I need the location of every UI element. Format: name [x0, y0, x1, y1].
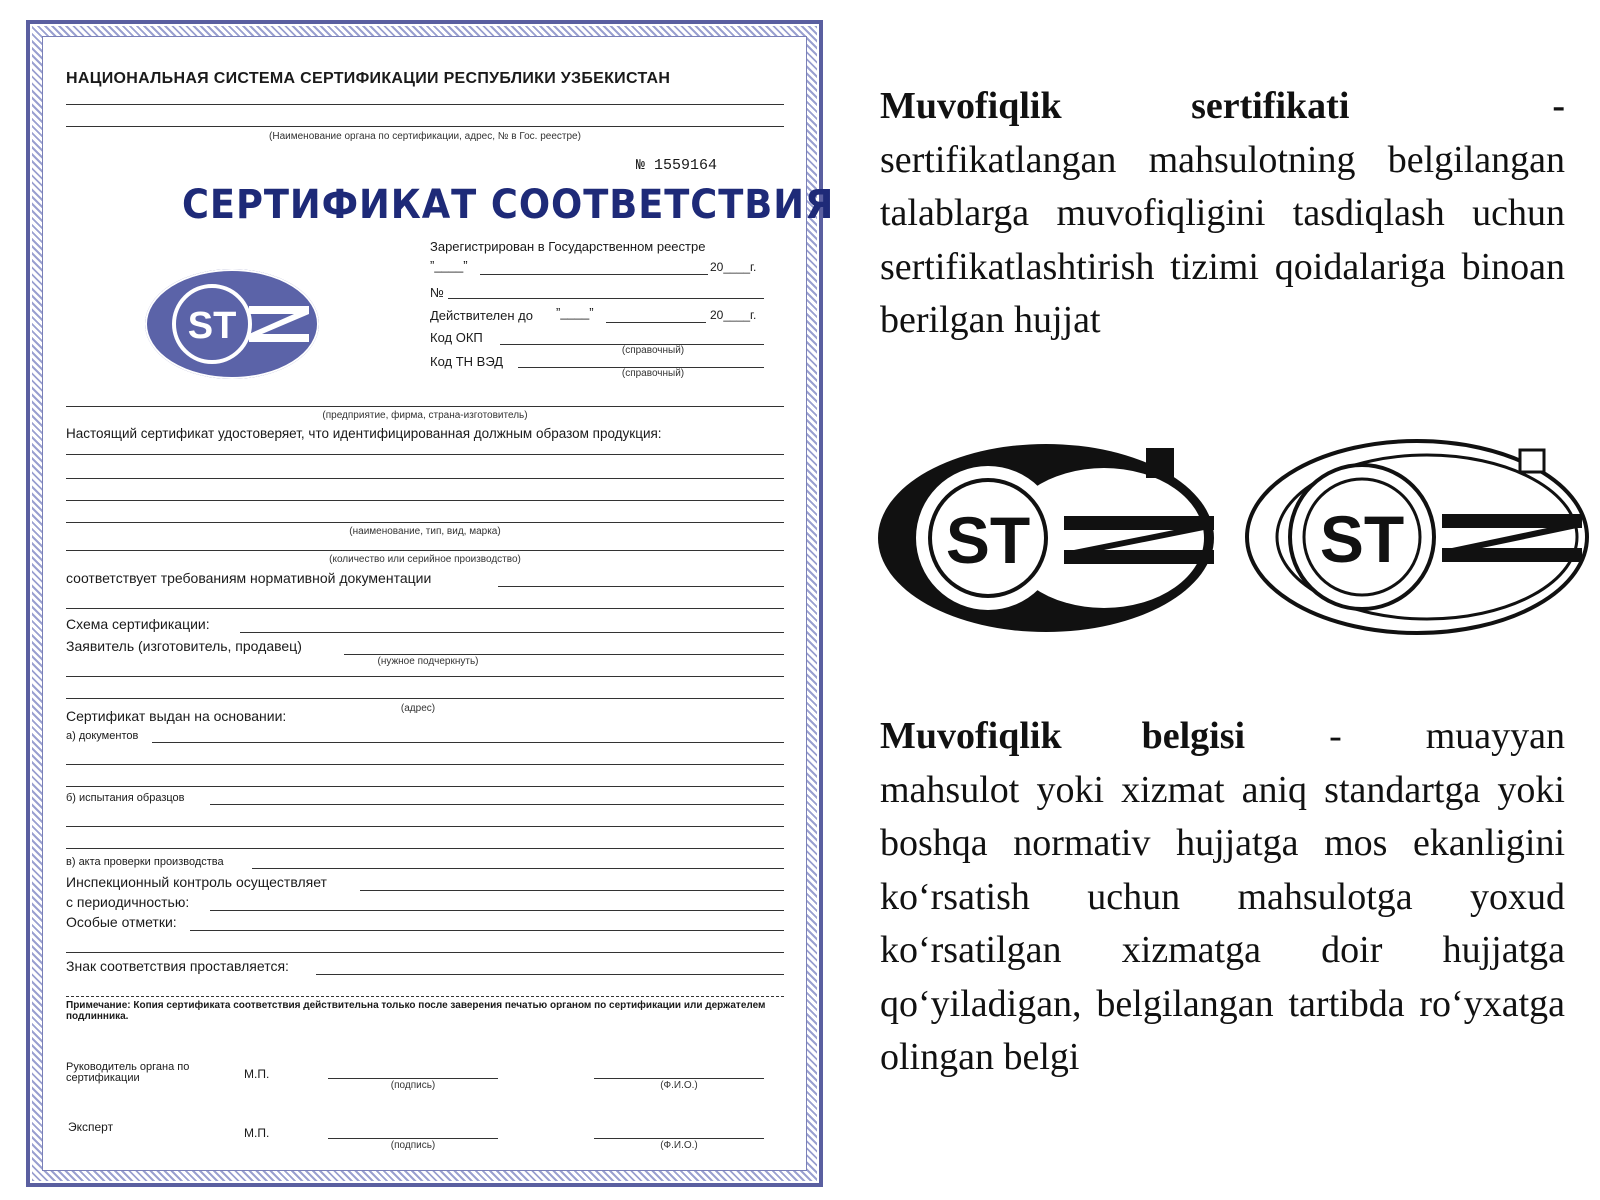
- tnved-code-label: Код ТН ВЭД: [430, 354, 504, 369]
- certificate-number: № 1559164: [636, 157, 718, 174]
- definition-mark-term: Muvofiqlik belgisi: [880, 715, 1246, 757]
- periodicity-label: с периодичностью:: [66, 894, 190, 910]
- certificate-document: [26, 20, 835, 1187]
- definition-mark-text: muayyan mahsulot yoki xizmat aniq standartga yoki boshqa normativ hujjatga mos ekanligini ko‘rsatish uchun mahsulotga yoxud ko‘rsatilgan xizmatga doir hujjatga qo‘yiladigan, belgilangan tartibda ro‘yxatga olingan belgi: [880, 715, 1566, 1078]
- basis-label: Сертификат выдан на основании:: [66, 708, 287, 724]
- org-caption: (Наименование органа по сертификации, адрес, № в Гос. реестре): [269, 131, 581, 142]
- expert-mp-label: М.П.: [244, 1126, 270, 1140]
- definition-certificate-term: Muvofiqlik sertifikati: [880, 85, 1350, 127]
- mark2-text: ST: [1319, 502, 1405, 576]
- certificate-title: СЕРТИФИКАТ СООТВЕТСТВИЯ: [182, 182, 835, 228]
- expert-fio-caption: (Ф.И.О.): [660, 1140, 698, 1151]
- inspection-act-label: в) акта проверки производства: [66, 856, 224, 868]
- head-mp-label: М.П.: [244, 1067, 270, 1081]
- conformity-mark-outline-icon: [1242, 436, 1592, 638]
- tnved-reference-caption: (справочный): [621, 368, 685, 379]
- okp-code-label: Код ОКП: [430, 330, 483, 345]
- valid-date-quote: ”____”: [556, 305, 594, 320]
- special-marks-label: Особые отметки:: [66, 914, 177, 930]
- valid-until-label: Действителен до: [430, 308, 533, 323]
- st-logo-text: ST: [187, 305, 237, 347]
- definition-certificate-term-line: [880, 80, 1565, 134]
- registered-year: 20____г.: [710, 260, 757, 274]
- mark1-text: ST: [945, 503, 1031, 577]
- applicant-label: Заявитель (изготовитель, продавец): [66, 638, 302, 654]
- definition-certificate-text: sertifikatlangan mahsulotning belgilangan talablarga muvofiqligini tasdiqlash uchun sertifikatlashtirish tizimi qoidalariga binoan berilgan hujjat: [880, 138, 1565, 341]
- product-name-caption: (наименование, тип, вид, марка): [349, 526, 501, 537]
- underline-caption: (нужное подчеркнуть): [377, 656, 479, 667]
- head-signature-caption: (подпись): [390, 1080, 436, 1091]
- definition-mark: [880, 710, 1565, 1085]
- head-fio-caption: (Ф.И.О.): [660, 1080, 698, 1091]
- st-logo-icon: [144, 266, 324, 382]
- address-caption: (адрес): [400, 703, 436, 714]
- sample-tests-label: б) испытания образцов: [66, 792, 185, 804]
- conformity-mark-filled-icon: [874, 438, 1219, 638]
- expert-signature-caption: (подпись): [390, 1140, 436, 1151]
- okp-reference-caption: (справочный): [621, 345, 685, 356]
- scheme-label: Схема сертификации:: [66, 616, 210, 632]
- definition-mark-dash: -: [1329, 715, 1342, 757]
- certificate-header: НАЦИОНАЛЬНАЯ СИСТЕМА СЕРТИФИКАЦИИ РЕСПУБЛИКИ УЗБЕКИСТАН: [66, 70, 671, 87]
- conforms-text: соответствует требованиям нормативной документации: [66, 570, 432, 586]
- definition-certificate-dash: -: [1552, 85, 1565, 127]
- manufacturer-caption: (предприятие, фирма, страна-изготовитель): [322, 410, 528, 421]
- registered-label: Зарегистрирован в Государственном реестре: [430, 239, 706, 254]
- registry-no-label: №: [430, 285, 444, 300]
- inspection-control-label: Инспекционный контроль осуществляет: [66, 874, 327, 890]
- conformity-mark-label: Знак соответствия проставляется:: [66, 958, 289, 974]
- definition-certificate: [880, 80, 1565, 348]
- note-text: Копия сертификата соответствия действительна только после заверения печатью органом по сертификации или держателем подлинника.: [66, 1000, 766, 1022]
- valid-year: 20____г.: [710, 308, 757, 322]
- registered-date-quote: ”____”: [430, 258, 468, 273]
- certificate-content: [48, 42, 835, 1165]
- expert-label: Эксперт: [68, 1120, 114, 1134]
- head-of-body-label: Руководитель органа по сертификации: [66, 1061, 190, 1084]
- note-label: Примечание:: [66, 1000, 131, 1011]
- quantity-caption: (количество или серийное производство): [329, 554, 521, 565]
- certifies-text: Настоящий сертификат удостоверяет, что идентифицированная должным образом продукция:: [66, 426, 662, 441]
- documents-label: а) документов: [66, 730, 139, 742]
- note-block: [66, 1000, 784, 1022]
